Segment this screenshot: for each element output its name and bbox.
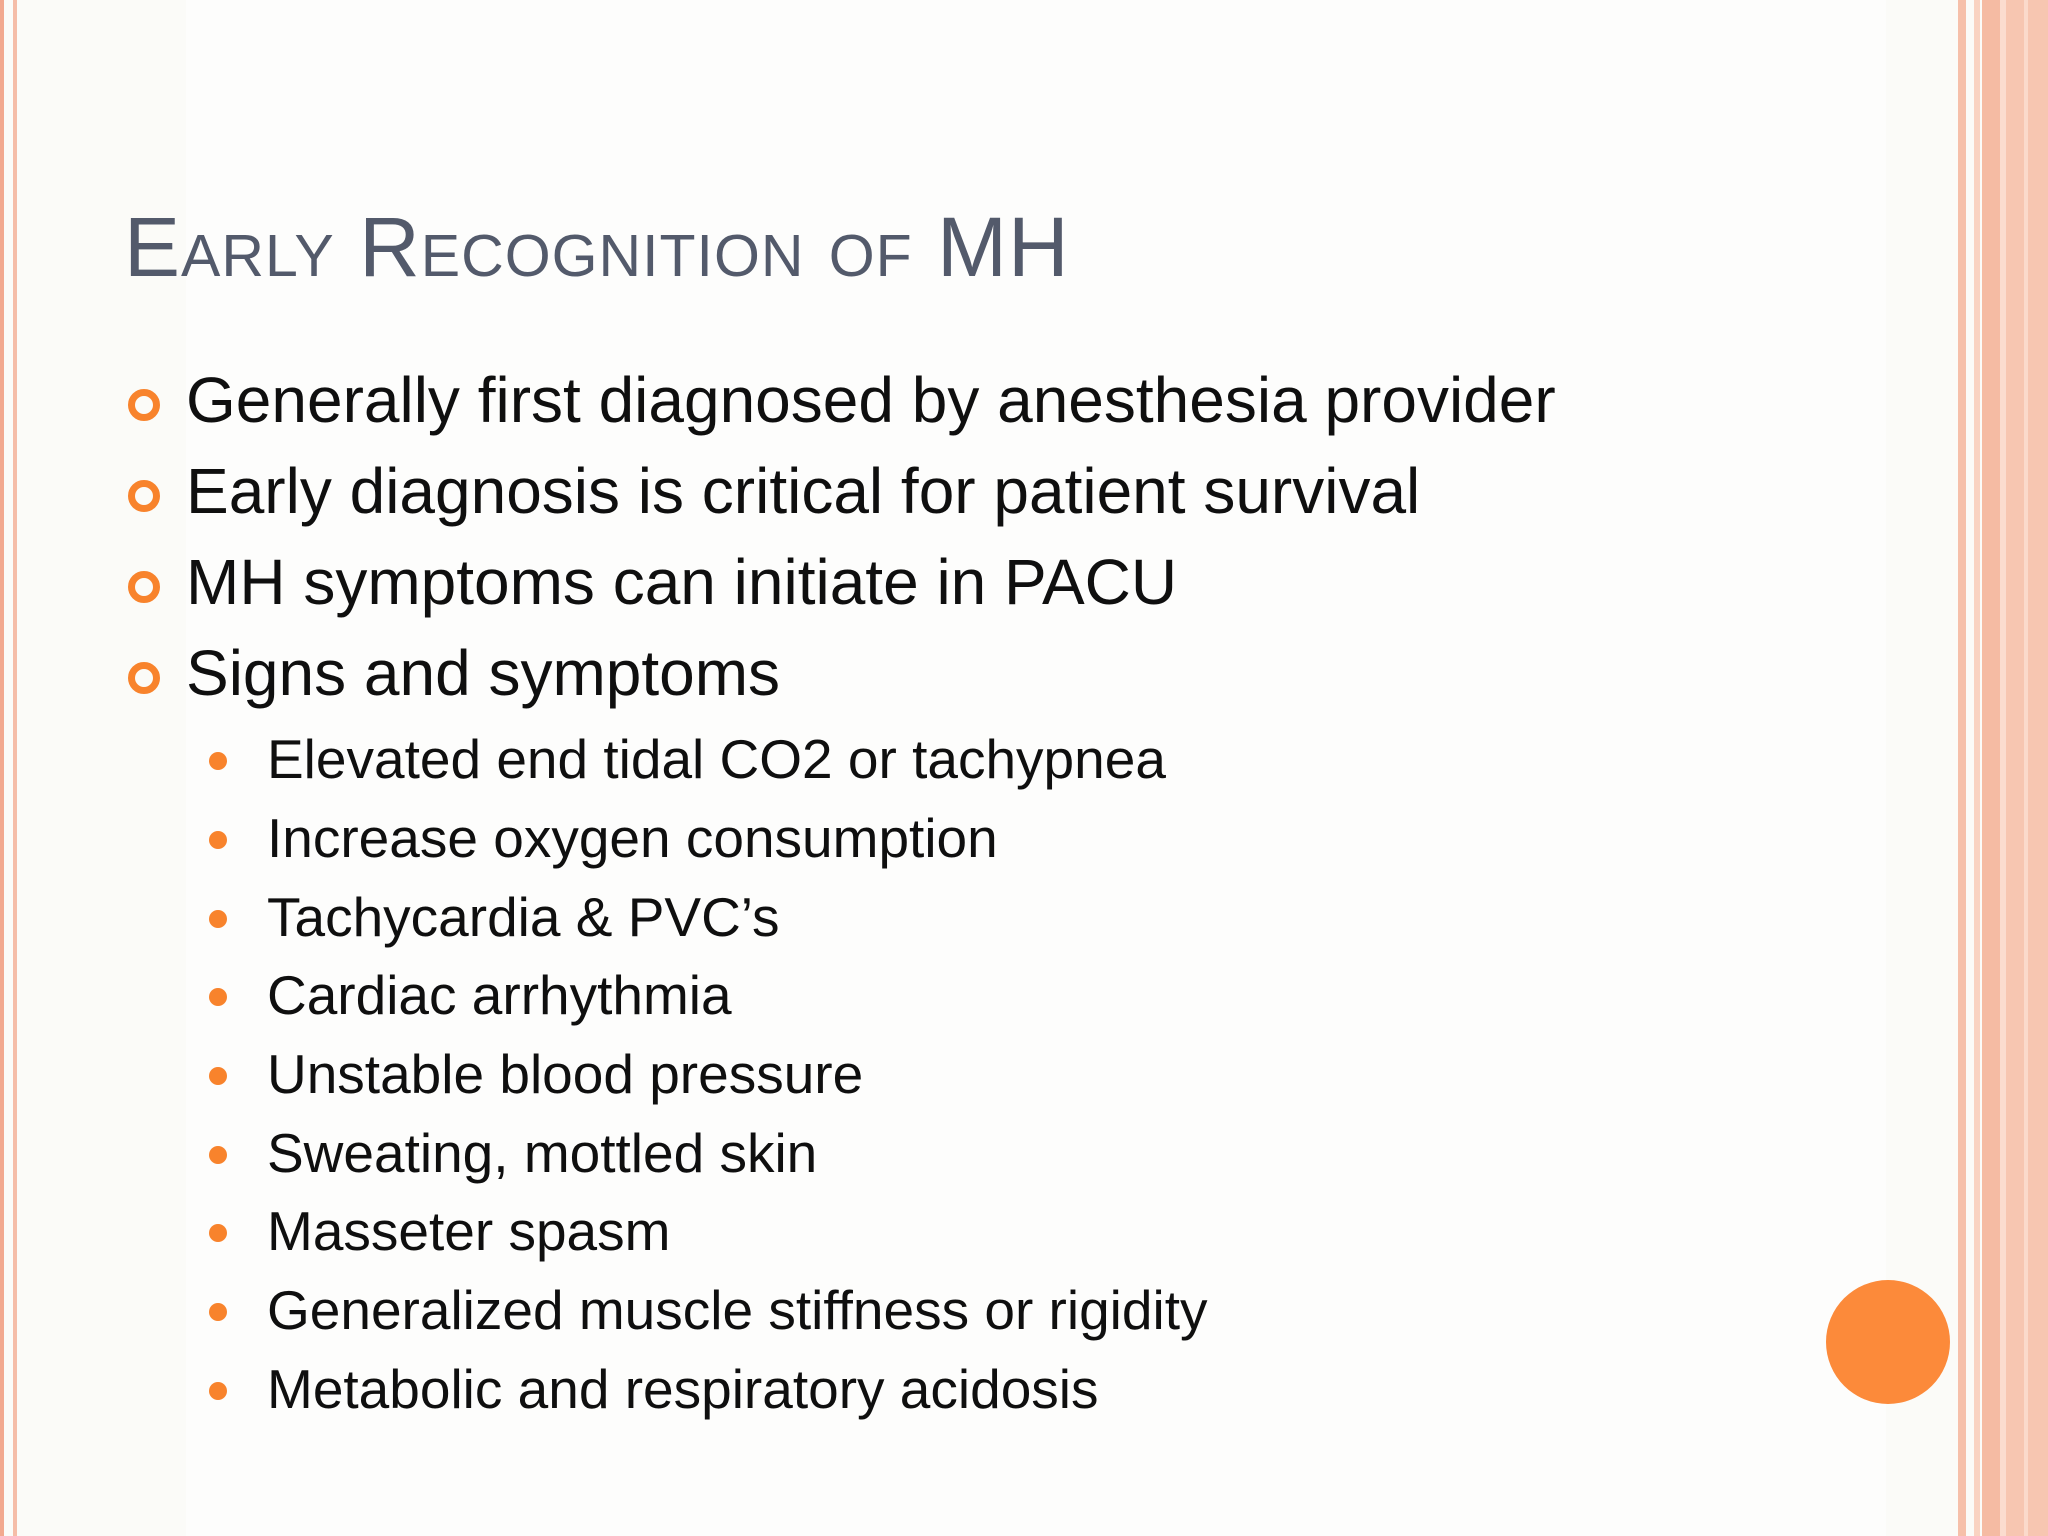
hollow-circle-bullet-icon bbox=[128, 480, 160, 512]
right-border-stripe bbox=[1982, 0, 2000, 1536]
filled-dot-bullet-icon bbox=[209, 1303, 227, 1321]
filled-dot-bullet-icon bbox=[209, 1382, 227, 1400]
sub-bullet-text: Tachycardia & PVC’s bbox=[267, 886, 780, 948]
left-border-stripe bbox=[0, 0, 4, 1536]
bullet-text: Early diagnosis is critical for patient survival bbox=[186, 455, 1421, 527]
bullet-text: Signs and symptoms bbox=[186, 637, 781, 709]
filled-dot-bullet-icon bbox=[209, 988, 227, 1006]
slide-title: Early Recognition of MH bbox=[124, 200, 1070, 294]
hollow-circle-bullet-icon bbox=[128, 389, 160, 421]
sub-bullet-text: Masseter spasm bbox=[267, 1200, 671, 1262]
bullet-text: Generally first diagnosed by anesthesia provider bbox=[186, 364, 1556, 436]
filled-dot-bullet-icon bbox=[209, 1224, 227, 1242]
left-border-stripe-inner bbox=[13, 0, 17, 1536]
sub-bullet-text: Cardiac arrhythmia bbox=[267, 964, 732, 1026]
filled-dot-bullet-icon bbox=[209, 752, 227, 770]
sub-bullet-text: Generalized muscle stiffness or rigidity bbox=[267, 1279, 1208, 1341]
right-border-stripe bbox=[1958, 0, 1966, 1536]
filled-dot-bullet-icon bbox=[209, 1067, 227, 1085]
sub-bullet-text: Metabolic and respiratory acidosis bbox=[267, 1358, 1099, 1420]
right-border-stripe bbox=[2024, 0, 2028, 1536]
bullet-text: MH symptoms can initiate in PACU bbox=[186, 546, 1178, 618]
accent-circle-decoration bbox=[1826, 1280, 1950, 1404]
filled-dot-bullet-icon bbox=[209, 910, 227, 928]
right-border-stripe bbox=[1974, 0, 1980, 1536]
sub-bullet-text: Elevated end tidal CO2 or tachypnea bbox=[267, 728, 1166, 790]
sub-bullet-text: Unstable blood pressure bbox=[267, 1043, 864, 1105]
sub-bullet-text: Increase oxygen consumption bbox=[267, 807, 998, 869]
filled-dot-bullet-icon bbox=[209, 1146, 227, 1164]
filled-dot-bullet-icon bbox=[209, 831, 227, 849]
hollow-circle-bullet-icon bbox=[128, 662, 160, 694]
hollow-circle-bullet-icon bbox=[128, 571, 160, 603]
sub-bullet-text: Sweating, mottled skin bbox=[267, 1122, 818, 1184]
